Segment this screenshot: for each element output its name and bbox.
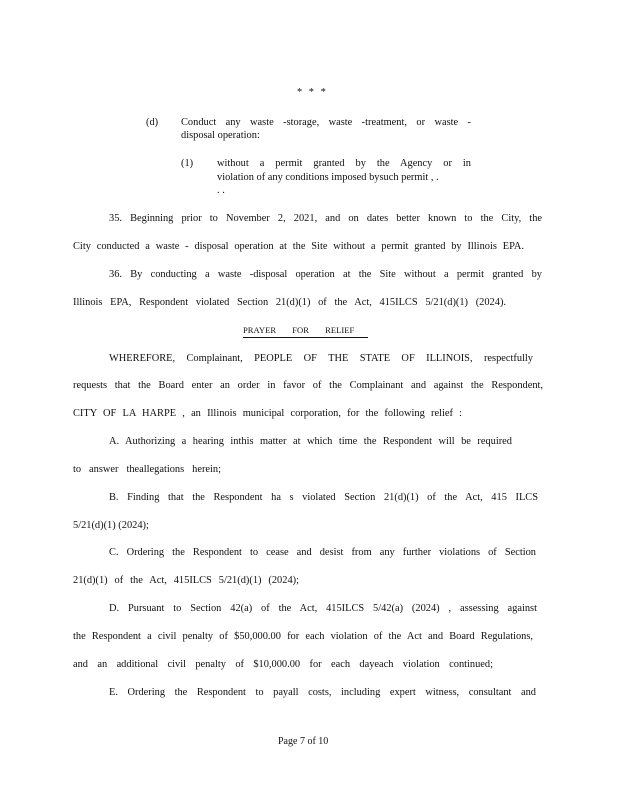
relief-d-line1: D. Pursuant to Section 42(a) of the Act, 415ILCS 5/42(a) (2024) , assessing against	[109, 603, 537, 614]
wherefore-line3: CITY OF LA HARPE , an Illinois municipal corporation, for the following relief :	[73, 408, 462, 419]
statute-item-1-line1: without a permit granted by the Agency or in	[217, 158, 471, 169]
section-break-stars: * * *	[297, 87, 328, 98]
statute-item-1-line2: violation of any conditions imposed bysuch permit , .	[217, 172, 439, 183]
wherefore-line1: WHEREFORE, Complainant, PEOPLE OF THE STATE OF ILLINOIS, respectfully	[109, 353, 533, 364]
relief-d-line3: and an additional civil penalty of $10,000.00 for each dayeach violation continued;	[73, 659, 493, 670]
paragraph-35-line2: City conducted a waste - disposal operation at the Site without a permit granted by Illinois EPA.	[73, 241, 524, 252]
prayer-for-relief-heading: PRAYER FOR RELIEF	[243, 324, 368, 338]
statute-item-1-line3: . .	[217, 185, 225, 196]
relief-b-line1: B. Finding that the Respondent ha s violated Section 21(d)(1) of the Act, 415 ILCS	[109, 492, 538, 503]
statute-item-d-line1: Conduct any waste -storage, waste -treatment, or waste -	[181, 117, 471, 128]
statute-item-d-line2: disposal operation:	[181, 130, 260, 141]
paragraph-36-line2: Illinois EPA, Respondent violated Section 21(d)(1) of the Act, 415ILCS 5/21(d)(1) (2024).	[73, 297, 506, 308]
page-number-footer: Page 7 of 10	[278, 736, 329, 747]
relief-c-line1: C. Ordering the Respondent to cease and desist from any further violations of Section	[109, 547, 536, 558]
wherefore-line2: requests that the Board enter an order in favor of the Complainant and against the Respondent,	[73, 380, 543, 391]
relief-d-line2: the Respondent a civil penalty of $50,000.00 for each violation of the Act and Board Regulations,	[73, 631, 533, 642]
relief-e-line1: E. Ordering the Respondent to payall costs, including expert witness, consultant and	[109, 687, 536, 698]
statute-item-1-label: (1)	[181, 158, 194, 169]
relief-a-line1: A. Authorizing a hearing inthis matter at which time the Respondent will be required	[109, 436, 512, 447]
relief-a-line2: to answer theallegations herein;	[73, 464, 221, 475]
paragraph-36-line1: 36. By conducting a waste -disposal operation at the Site without a permit granted by	[109, 269, 542, 280]
statute-item-d-label: (d)	[146, 117, 159, 128]
relief-b-line2: 5/21(d)(1) (2024);	[73, 520, 149, 531]
paragraph-35-line1: 35. Beginning prior to November 2, 2021, and on dates better known to the City, the	[109, 213, 542, 224]
relief-c-line2: 21(d)(1) of the Act, 415ILCS 5/21(d)(1) (2024);	[73, 575, 299, 586]
